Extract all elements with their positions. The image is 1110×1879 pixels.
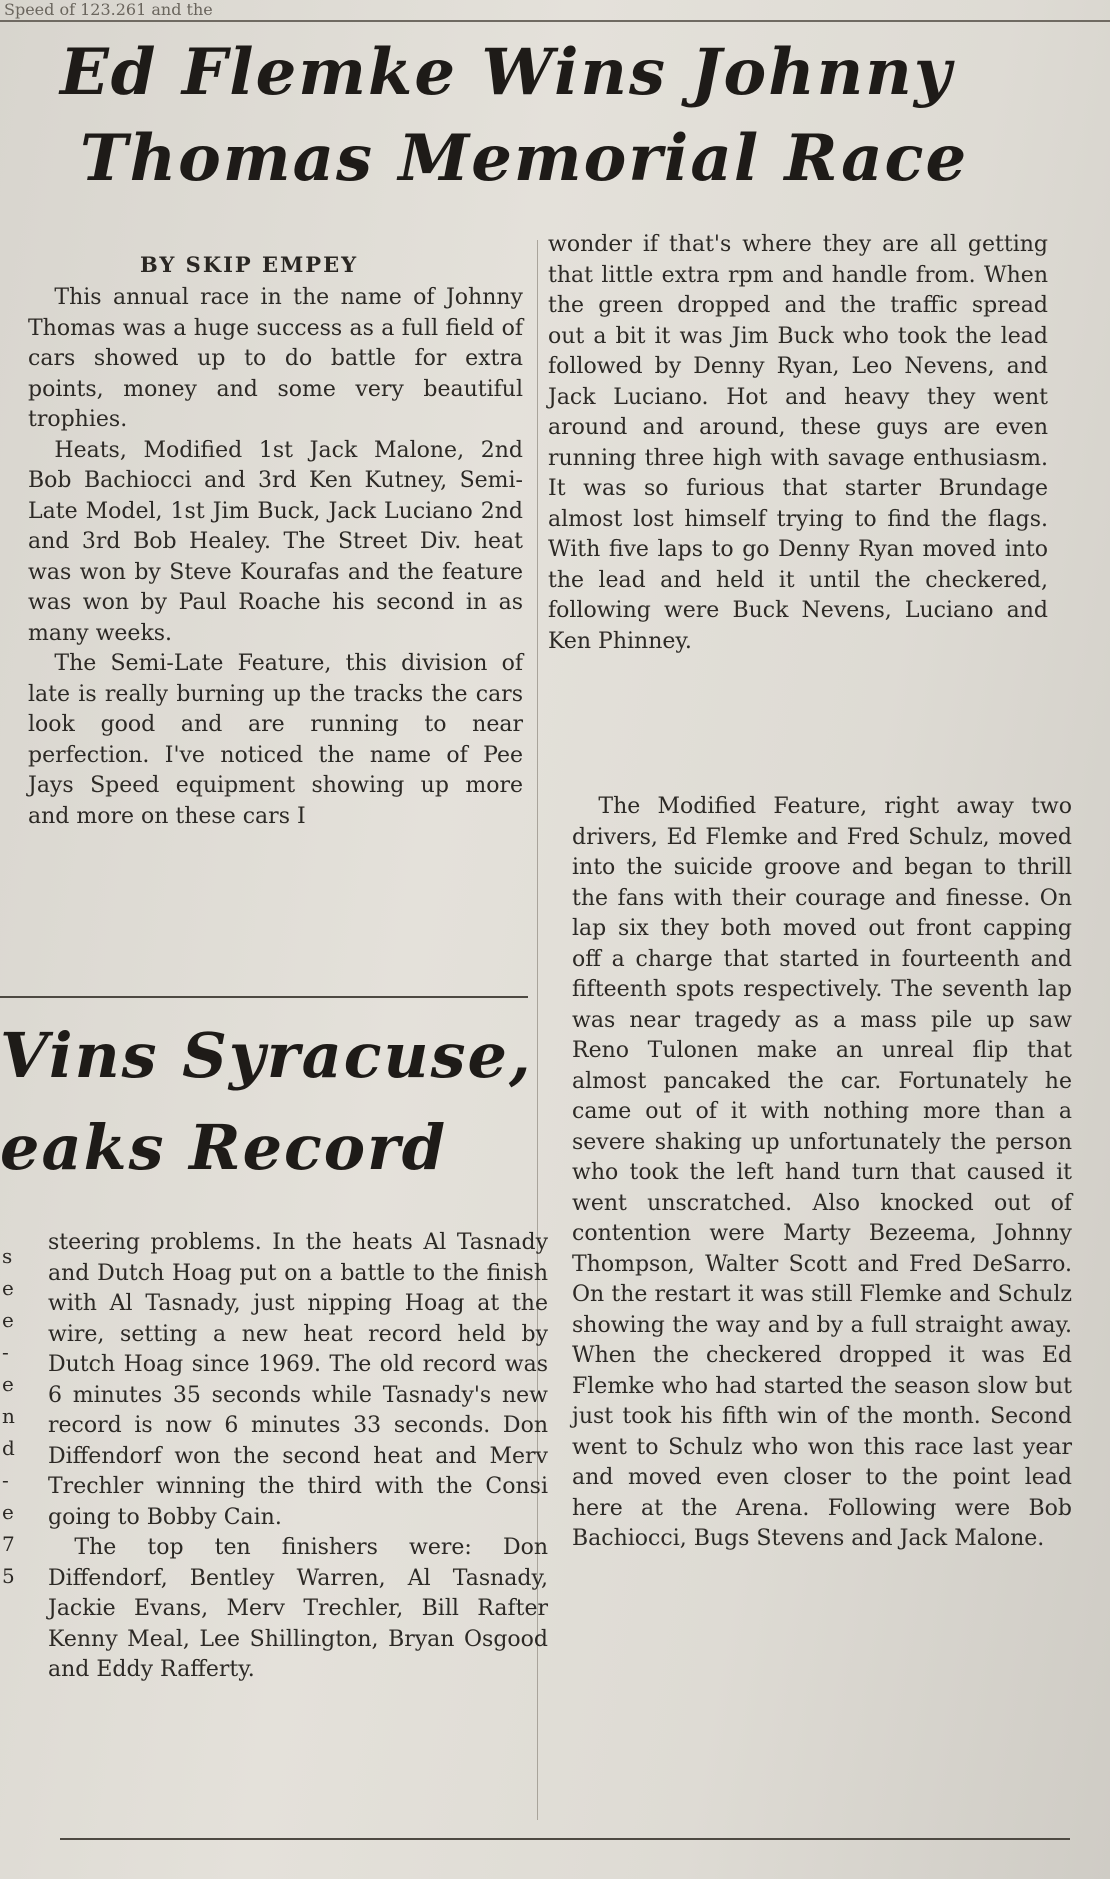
paragraph: The top ten finishers were: Don Diffendorf, Bentley Warren, Al Tasnady, Jackie Evans, Merv Trechler, Bill Rafter Kenny Meal, Lee Shillington, Bryan Osgood and Eddy Rafferty. — [48, 1535, 548, 1682]
byline: BY SKIP EMPEY — [140, 252, 359, 277]
second-article-column — [48, 1228, 548, 1686]
margin-glyph: n — [2, 1404, 15, 1428]
margin-glyph: 7 — [2, 1532, 15, 1556]
article-column-right-top — [548, 230, 1048, 657]
margin-glyph: s — [2, 1244, 13, 1268]
bottom-divider-rule — [60, 1838, 1070, 1840]
headline-line-2: Thomas Memorial Race — [80, 121, 969, 196]
cut-off-margin-text — [2, 1240, 22, 1592]
paragraph: steering problems. In the heats Al Tasnady and Dutch Hoag put on a battle to the finish with Al Tasnady, just nipping Hoag at the wire, setting a new heat record held by Dutch Hoag since 1969. The old record was 6 minutes 35 seconds while Tasnady's new record is now 6 minutes 33 seconds. Don Diffendorf won the second heat and Merv Trechler winning the third with the Consi going to Bobby Cain. — [48, 1230, 548, 1530]
second-headline — [0, 1010, 540, 1194]
second-headline-line-2: eaks Record — [0, 1111, 448, 1184]
margin-glyph: 5 — [2, 1564, 15, 1588]
headline-line-1: Ed Flemke Wins Johnny — [60, 35, 953, 110]
paragraph: This annual race in the name of Johnny Thomas was a huge success as a full field of cars showed up to do battle for extra points, money and some very beautiful trophies. — [28, 285, 523, 432]
paragraph: The Modified Feature, right away two drivers, Ed Flemke and Fred Schulz, moved into the suicide groove and began to thrill the fans with their courage and finesse. On lap six they both moved out front capping off a charge that started in fourteenth and fifteenth spots respectively. The seventh lap was near tragedy as a mass pile up saw Reno Tulonen make an unreal flip that almost pancaked the car. Fortunately he came out of it with nothing more than a severe shaking up unfortunately the person who took the left hand turn that caused it went unscratched. Also knocked out of contention were Marty Bezeema, Johnny Thompson, Walter Scott and Fred DeSarro. On the restart it was still Flemke and Schulz showing the way and by a full straight away. When the checkered dropped it was Ed Flemke who had started the season slow but just took his fifth win of the month. Second went to Schulz who won this race last year and moved even closer to the point lead here at the Arena. Following were Bob Bachiocci, Bugs Stevens and Jack Malone. — [572, 794, 1072, 1551]
article-column-right-bottom — [572, 792, 1072, 1555]
margin-glyph: - — [2, 1340, 9, 1364]
margin-glyph: e — [2, 1500, 14, 1524]
margin-glyph: e — [2, 1372, 14, 1396]
paragraph: wonder if that's where they are all getting that little extra rpm and handle from. When the green dropped and the traffic spread out a bit it was Jim Buck who took the lead followed by Denny Ryan, Leo Nevens, and Jack Luciano. Hot and heavy they went around and around, these guys are even running three high with savage enthusiasm. It was so furious that starter Brundage almost lost himself trying to find the flags. With five laps to go Denny Ryan moved into the lead and held it until the checkered, following were Buck Nevens, Luciano and Ken Phinney. — [548, 232, 1048, 654]
section-divider-rule — [0, 996, 528, 998]
article-column-left — [28, 283, 523, 832]
margin-glyph: e — [2, 1276, 14, 1300]
headline — [60, 30, 1080, 202]
cut-off-top-text: Speed of 123.261 and the — [4, 0, 213, 19]
paragraph: Heats, Modified 1st Jack Malone, 2nd Bob Bachiocci and 3rd Ken Kutney, Semi-Late Model, 1st Jim Buck, Jack Luciano 2nd and 3rd Bob Healey. The Street Div. heat was won by Steve Kourafas and the feature was won by Paul Roache his second in as many weeks. — [28, 437, 523, 646]
paragraph: The Semi-Late Feature, this division of late is really burning up the tracks the cars look good and are running to near perfection. I've noticed the name of Pee Jays Speed equipment showing up more and more on these cars I — [28, 651, 523, 829]
margin-glyph: - — [2, 1468, 9, 1492]
top-divider-rule — [0, 20, 1110, 22]
margin-glyph: d — [2, 1436, 15, 1460]
second-headline-line-1: Vins Syracuse, — [0, 1019, 533, 1092]
margin-glyph: e — [2, 1308, 14, 1332]
